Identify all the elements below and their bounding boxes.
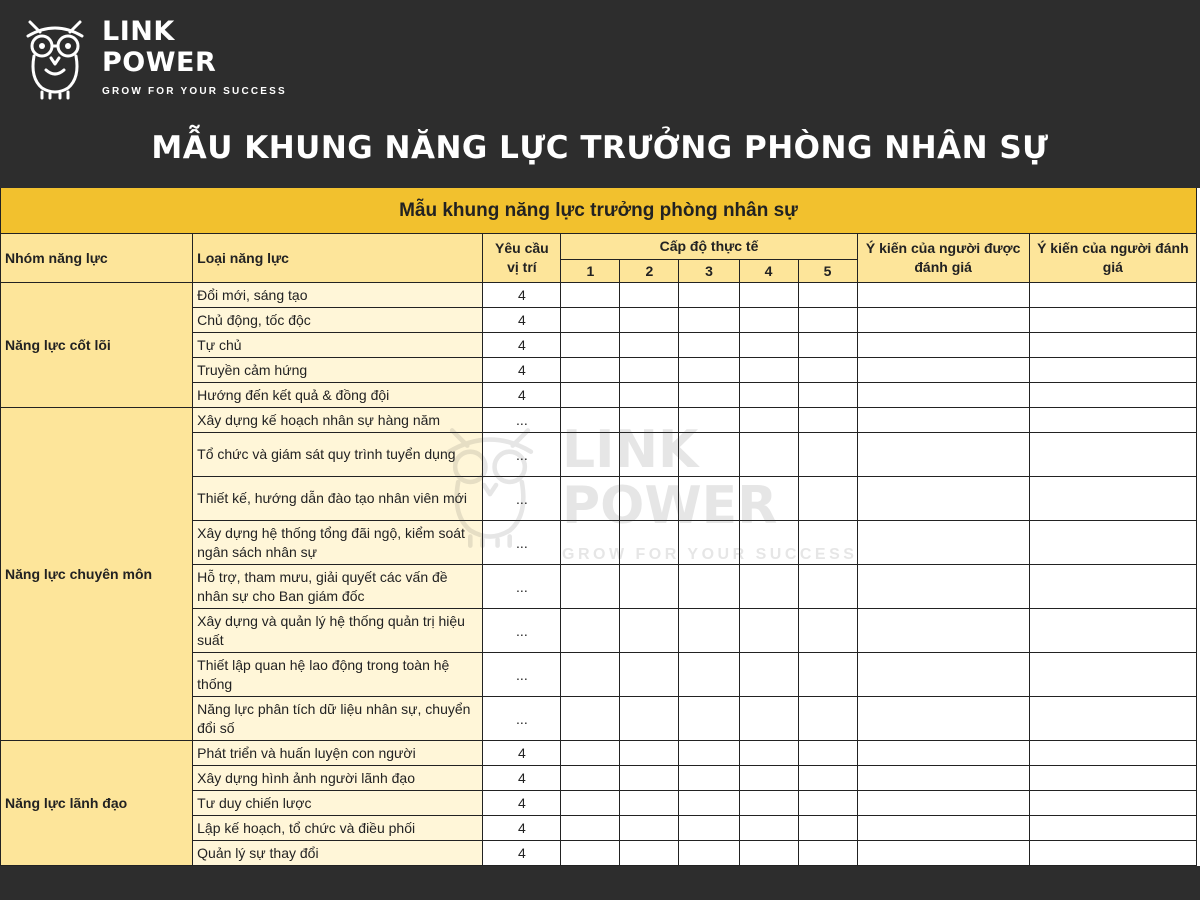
level-4-cell[interactable] [739,609,798,653]
assessor-opinion-cell[interactable] [1029,433,1196,477]
header-level-5: 5 [798,260,857,283]
required-level: ... [483,653,561,697]
self-opinion-cell[interactable] [857,609,1029,653]
table-row [1,283,1197,308]
self-opinion-cell[interactable] [857,308,1029,333]
required-level: 4 [483,741,561,766]
level-4-cell[interactable] [739,383,798,408]
level-1-cell[interactable] [561,741,620,766]
required-level: 4 [483,358,561,383]
required-level: ... [483,433,561,477]
self-opinion-cell[interactable] [857,433,1029,477]
header-level-2: 2 [620,260,679,283]
level-3-cell[interactable] [679,841,739,866]
self-opinion-cell[interactable] [857,791,1029,816]
level-3-cell[interactable] [679,791,739,816]
level-1-cell[interactable] [561,408,620,433]
self-opinion-cell[interactable] [857,841,1029,866]
header-type: Loại năng lực [193,234,483,283]
assessor-opinion-cell[interactable] [1029,791,1196,816]
level-2-cell[interactable] [620,358,679,383]
level-5-cell[interactable] [798,521,857,565]
table-caption: Mẫu khung năng lực trưởng phòng nhân sự [1,188,1197,234]
self-opinion-cell[interactable] [857,653,1029,697]
level-2-cell[interactable] [620,333,679,358]
self-opinion-cell[interactable] [857,521,1029,565]
level-5-cell[interactable] [798,741,857,766]
level-4-cell[interactable] [739,697,798,741]
competency-type: Hướng đến kết quả & đồng đội [193,383,483,408]
level-3-cell[interactable] [679,609,739,653]
assessor-opinion-cell[interactable] [1029,477,1196,521]
level-2-cell[interactable] [620,477,679,521]
brand-name-line2: POWER [102,47,217,78]
level-3-cell[interactable] [679,383,739,408]
self-opinion-cell[interactable] [857,383,1029,408]
level-4-cell[interactable] [739,816,798,841]
level-2-cell[interactable] [620,697,679,741]
watermark-line1: LINK [562,420,699,480]
self-opinion-cell[interactable] [857,816,1029,841]
level-2-cell[interactable] [620,408,679,433]
level-1-cell[interactable] [561,816,620,841]
required-level: 4 [483,333,561,358]
level-2-cell[interactable] [620,383,679,408]
group-leadership: Năng lực lãnh đạo [1,741,193,866]
table-row [1,408,1197,433]
level-4-cell[interactable] [739,841,798,866]
competency-type: Xây dựng hình ảnh người lãnh đạo [193,766,483,791]
competency-type: Tư duy chiến lược [193,791,483,816]
assessor-opinion-cell[interactable] [1029,333,1196,358]
level-5-cell[interactable] [798,283,857,308]
competency-type: Thiết lập quan hệ lao động trong toàn hệ thống [193,653,483,697]
watermark-line2: POWER [562,476,778,536]
watermark-tagline: GROW FOR YOUR SUCCESS [562,546,858,563]
level-5-cell[interactable] [798,333,857,358]
level-1-cell[interactable] [561,308,620,333]
level-5-cell[interactable] [798,816,857,841]
level-2-cell[interactable] [620,791,679,816]
required-level: ... [483,609,561,653]
level-3-cell[interactable] [679,565,739,609]
competency-type: Thiết kế, hướng dẫn đào tạo nhân viên mới [193,477,483,521]
assessor-opinion-cell[interactable] [1029,565,1196,609]
level-1-cell[interactable] [561,383,620,408]
assessor-opinion-cell[interactable] [1029,383,1196,408]
assessor-opinion-cell[interactable] [1029,308,1196,333]
required-level: ... [483,477,561,521]
assessor-opinion-cell[interactable] [1029,741,1196,766]
level-3-cell[interactable] [679,358,739,383]
competency-sheet [0,188,1200,866]
competency-type: Quản lý sự thay đổi [193,841,483,866]
level-5-cell[interactable] [798,433,857,477]
self-opinion-cell[interactable] [857,408,1029,433]
table-row [1,741,1197,766]
assessor-opinion-cell[interactable] [1029,609,1196,653]
header-self-opinion: Ý kiến của người được đánh giá [857,234,1029,283]
competency-type: Xây dựng kế hoạch nhân sự hàng năm [193,408,483,433]
level-1-cell[interactable] [561,283,620,308]
level-2-cell[interactable] [620,565,679,609]
level-1-cell[interactable] [561,766,620,791]
level-5-cell[interactable] [798,383,857,408]
level-2-cell[interactable] [620,766,679,791]
competency-type: Đổi mới, sáng tạo [193,283,483,308]
self-opinion-cell[interactable] [857,741,1029,766]
level-5-cell[interactable] [798,841,857,866]
required-level: ... [483,565,561,609]
assessor-opinion-cell[interactable] [1029,697,1196,741]
competency-type: Chủ động, tốc độc [193,308,483,333]
assessor-opinion-cell[interactable] [1029,521,1196,565]
level-2-cell[interactable] [620,521,679,565]
level-4-cell[interactable] [739,766,798,791]
level-2-cell[interactable] [620,741,679,766]
level-3-cell[interactable] [679,816,739,841]
required-level: 4 [483,308,561,333]
brand-name-line1: LINK [102,16,175,47]
level-5-cell[interactable] [798,408,857,433]
level-1-cell[interactable] [561,609,620,653]
required-level: 4 [483,791,561,816]
required-level: 4 [483,383,561,408]
level-4-cell[interactable] [739,741,798,766]
assessor-opinion-cell[interactable] [1029,653,1196,697]
header-group: Nhóm năng lực [1,234,193,283]
header-level-1: 1 [561,260,620,283]
level-1-cell[interactable] [561,653,620,697]
level-4-cell[interactable] [739,477,798,521]
level-2-cell[interactable] [620,308,679,333]
self-opinion-cell[interactable] [857,333,1029,358]
level-1-cell[interactable] [561,333,620,358]
assessor-opinion-cell[interactable] [1029,408,1196,433]
level-3-cell[interactable] [679,477,739,521]
competency-type: Xây dựng hệ thống tổng đãi ngộ, kiểm soát ngân sách nhân sự [193,521,483,565]
self-opinion-cell[interactable] [857,766,1029,791]
owl-icon [22,16,88,100]
level-1-cell[interactable] [561,841,620,866]
level-4-cell[interactable] [739,308,798,333]
level-4-cell[interactable] [739,358,798,383]
competency-type: Phát triển và huấn luyện con người [193,741,483,766]
level-4-cell[interactable] [739,653,798,697]
page-title: MẪU KHUNG NĂNG LỰC TRƯỞNG PHÒNG NHÂN SỰ [151,130,1049,166]
level-3-cell[interactable] [679,408,739,433]
competency-type: Truyền cảm hứng [193,358,483,383]
level-3-cell[interactable] [679,521,739,565]
level-3-cell[interactable] [679,766,739,791]
level-2-cell[interactable] [620,653,679,697]
required-level: 4 [483,841,561,866]
required-level: ... [483,521,561,565]
level-1-cell[interactable] [561,697,620,741]
level-5-cell[interactable] [798,358,857,383]
assessor-opinion-cell[interactable] [1029,816,1196,841]
group-professional: Năng lực chuyên môn [1,408,193,741]
assessor-opinion-cell[interactable] [1029,841,1196,866]
required-level: 4 [483,283,561,308]
level-3-cell[interactable] [679,283,739,308]
level-2-cell[interactable] [620,433,679,477]
level-4-cell[interactable] [739,565,798,609]
self-opinion-cell[interactable] [857,697,1029,741]
competency-type: Hỗ trợ, tham mưu, giải quyết các vấn đề nhân sự cho Ban giám đốc [193,565,483,609]
header-required: Yêu cầu vị trí [483,234,561,283]
level-3-cell[interactable] [679,697,739,741]
level-4-cell[interactable] [739,283,798,308]
required-level: 4 [483,766,561,791]
level-3-cell[interactable] [679,433,739,477]
level-5-cell[interactable] [798,609,857,653]
header-level-3: 3 [679,260,739,283]
self-opinion-cell[interactable] [857,283,1029,308]
competency-table [0,188,1197,866]
level-1-cell[interactable] [561,477,620,521]
level-4-cell[interactable] [739,433,798,477]
level-4-cell[interactable] [739,791,798,816]
level-1-cell[interactable] [561,433,620,477]
assessor-opinion-cell[interactable] [1029,358,1196,383]
level-4-cell[interactable] [739,408,798,433]
level-5-cell[interactable] [798,791,857,816]
level-5-cell[interactable] [798,308,857,333]
header-assessor-opinion: Ý kiến của người đánh giá [1029,234,1196,283]
competency-type: Tự chủ [193,333,483,358]
level-4-cell[interactable] [739,333,798,358]
competency-type: Lập kế hoạch, tổ chức và điều phối [193,816,483,841]
level-2-cell[interactable] [620,609,679,653]
level-1-cell[interactable] [561,358,620,383]
level-3-cell[interactable] [679,653,739,697]
brand-name [102,16,216,78]
level-2-cell[interactable] [620,816,679,841]
level-1-cell[interactable] [561,565,620,609]
header-actual-level: Cấp độ thực tế [561,234,857,260]
level-1-cell[interactable] [561,791,620,816]
required-level: ... [483,697,561,741]
competency-type: Xây dựng và quản lý hệ thống quản trị hiệu suất [193,609,483,653]
level-1-cell[interactable] [561,521,620,565]
level-5-cell[interactable] [798,766,857,791]
required-level: 4 [483,816,561,841]
level-3-cell[interactable] [679,741,739,766]
competency-type: Tổ chức và giám sát quy trình tuyển dụng [193,433,483,477]
brand-logo [22,16,322,100]
assessor-opinion-cell[interactable] [1029,766,1196,791]
assessor-opinion-cell[interactable] [1029,283,1196,308]
level-3-cell[interactable] [679,333,739,358]
self-opinion-cell[interactable] [857,565,1029,609]
level-3-cell[interactable] [679,308,739,333]
required-level: ... [483,408,561,433]
level-5-cell[interactable] [798,653,857,697]
self-opinion-cell[interactable] [857,477,1029,521]
level-2-cell[interactable] [620,841,679,866]
level-5-cell[interactable] [798,697,857,741]
level-4-cell[interactable] [739,521,798,565]
level-5-cell[interactable] [798,477,857,521]
header-level-4: 4 [739,260,798,283]
competency-type: Năng lực phân tích dữ liệu nhân sự, chuyển đổi số [193,697,483,741]
group-core: Năng lực cốt lõi [1,283,193,408]
level-5-cell[interactable] [798,565,857,609]
self-opinion-cell[interactable] [857,358,1029,383]
level-2-cell[interactable] [620,283,679,308]
brand-tagline: GROW FOR YOUR SUCCESS [102,86,287,97]
